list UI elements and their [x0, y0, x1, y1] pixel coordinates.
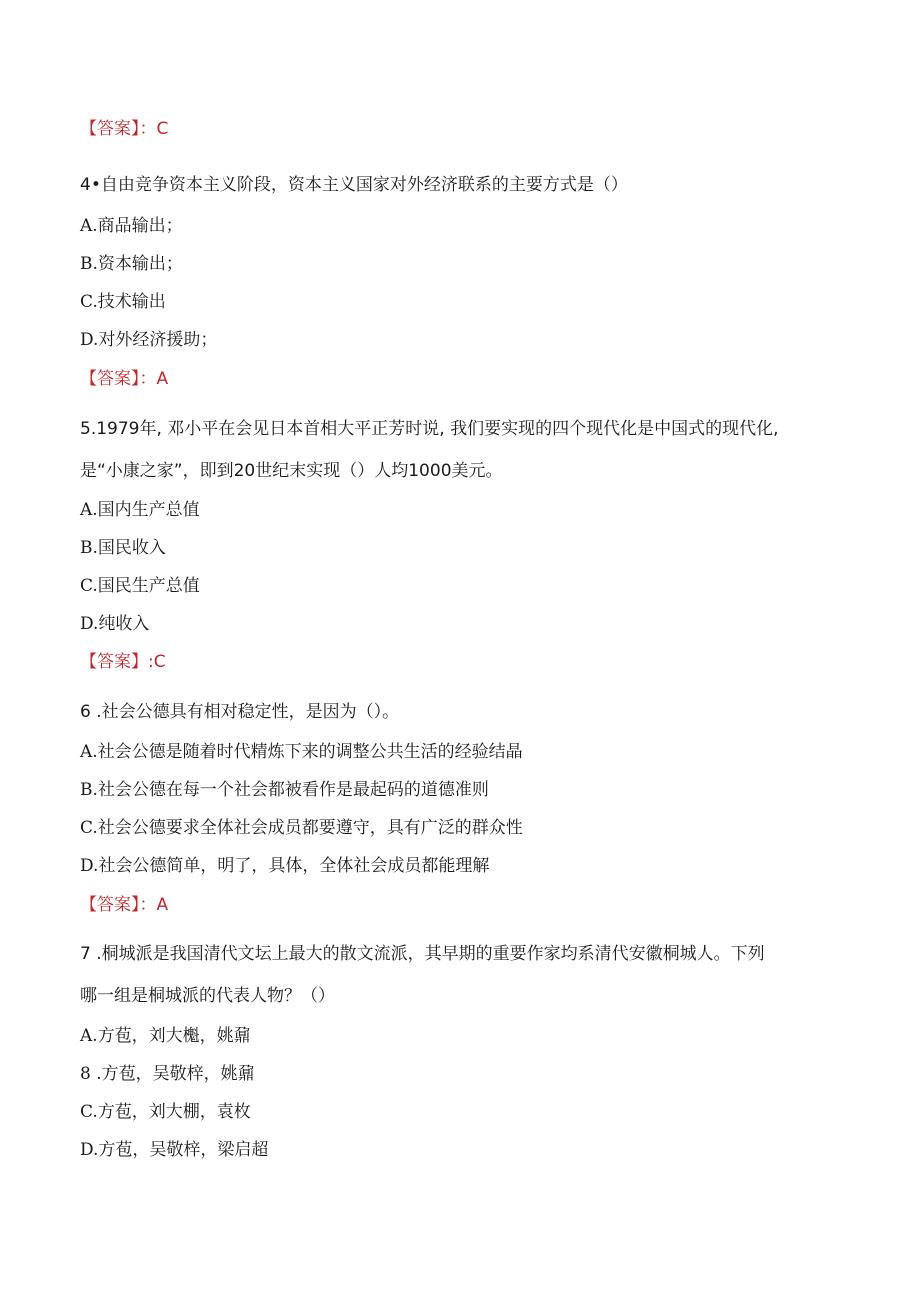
option-d: D.社会公德简单，明了，具体，全体社会成员都能理解 — [80, 856, 490, 876]
option-c: C.社会公德要求全体社会成员都要遵守，具有广泛的群众性 — [80, 818, 523, 838]
question-5-line-2: 是“小康之家”，即到20世纪末实现（）人均1000美元。 — [80, 461, 503, 481]
answer-line: 【答案】：C — [80, 119, 169, 139]
option-b: 8 .方苞，吴敬梓，姚鼐 — [80, 1064, 255, 1084]
option-b: B.国民收入 — [80, 538, 166, 558]
question-7-line-1: 7 .桐城派是我国清代文坛上最大的散文流派，其早期的重要作家均系清代安徽桐城人。下列 — [80, 944, 765, 964]
answer-line: 【答案】:C — [80, 652, 166, 672]
option-a: A.方苞，刘大櫆，姚鼐 — [80, 1026, 251, 1046]
option-a: A.社会公德是随着时代精炼下来的调整公共生活的经验结晶 — [80, 742, 523, 762]
question-7-line-2: 哪一组是桐城派的代表人物？（） — [80, 986, 335, 1006]
option-c: C.技术输出 — [80, 292, 166, 312]
question-5-line-1: 5.1979年, 邓小平在会见日本首相大平正芳时说, 我们要实现的四个现代化是中国式的现代化, — [80, 419, 779, 439]
question-6: 6 .社会公德具有相对稳定性，是因为（）。 — [80, 702, 400, 722]
answer-line: 【答案】：A — [80, 369, 169, 389]
option-c: C.国民生产总值 — [80, 576, 200, 596]
option-b: B.社会公德在每一个社会都被看作是最起码的道德准则 — [80, 780, 489, 800]
answer-line: 【答案】：A — [80, 895, 169, 915]
option-a: A.国内生产总值 — [80, 500, 200, 520]
option-d: D.方苞，吴敬梓，梁启超 — [80, 1140, 269, 1160]
option-d: D.纯收入 — [80, 614, 150, 634]
question-4: 4•自由竞争资本主义阶段，资本主义国家对外经济联系的主要方式是（） — [80, 175, 628, 195]
option-b: B.资本输出； — [80, 254, 183, 274]
option-a: A.商品输出； — [80, 216, 183, 236]
option-c: C.方苞，刘大棚，袁枚 — [80, 1102, 251, 1122]
option-d: D.对外经济援助； — [80, 330, 218, 350]
